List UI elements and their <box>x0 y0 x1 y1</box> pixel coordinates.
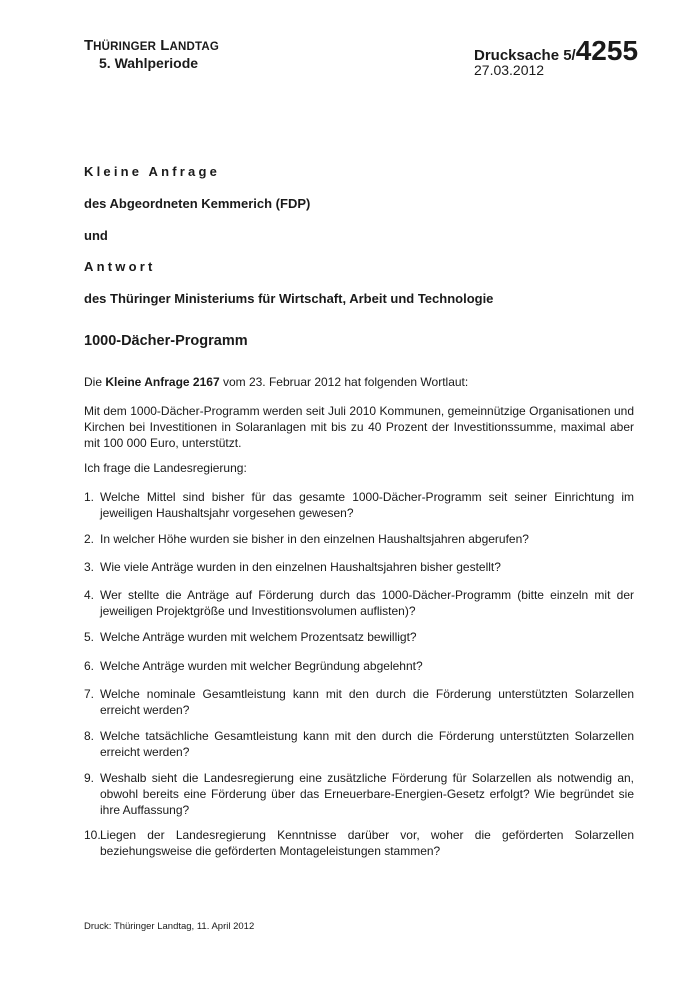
question-number: 9. <box>84 771 95 785</box>
question-item <box>84 658 634 674</box>
question-item <box>84 770 634 818</box>
question-item <box>84 489 634 521</box>
question-item <box>84 686 634 718</box>
question-text: Welche tatsächliche Gesamtleistung kann mit den durch die Förderung unterstützten Solarzellen erreicht werden? <box>100 729 634 759</box>
question-item <box>84 587 634 619</box>
landtag-letter-t: T <box>84 37 94 54</box>
question-item <box>84 559 634 575</box>
question-number: 10. <box>84 828 101 842</box>
intro-sentence <box>84 374 634 390</box>
question-number: 3. <box>84 560 95 574</box>
question-number: 5. <box>84 630 95 644</box>
question-text: Welche Anträge wurden mit welcher Begründung abgelehnt? <box>100 659 423 673</box>
intro-paragraph: Mit dem 1000-Dächer-Programm werden seit Juli 2010 Kommunen, gemeinnützige Organisationen und Kirchen bei Investitionen in Solaranlagen mit bis zu 40 Prozent der Investitionssumme, maximal aber mit 100 000 Euro, unterstützt. <box>84 404 634 450</box>
intro-post: vom 23. Februar 2012 hat folgenden Wortlaut: <box>219 375 469 389</box>
landtag-title <box>84 38 219 55</box>
abgeordneter-line: des Abgeordneten Kemmerich (FDP) <box>84 196 311 211</box>
question-text: Welche Anträge wurden mit welchem Prozentsatz bewilligt? <box>100 630 417 644</box>
landtag-letter-l: L <box>156 37 170 54</box>
question-item <box>84 531 634 547</box>
landtag-word-rest-2: ANDTAG <box>169 41 219 53</box>
question-text: Liegen der Landesregierung Kenntnisse darüber vor, woher die geförderten Solarzellen beziehungsweise die geförderten Montageleistungen stammen? <box>100 828 634 858</box>
question-text: Welche nominale Gesamtleistung kann mit den durch die Förderung unterstützten Solarzellen erreicht werden? <box>100 687 634 717</box>
question-number: 1. <box>84 490 95 504</box>
question-text: Welche Mittel sind bisher für das gesamte 1000-Dächer-Programm seit seiner Einrichtung im jeweiligen Haushaltsjahr vorgesehen gewesen? <box>100 490 634 520</box>
print-footer: Druck: Thüringer Landtag, 11. April 2012 <box>84 921 255 932</box>
ask-line: Ich frage die Landesregierung: <box>84 461 247 475</box>
kleine-anfrage-title: Kleine Anfrage <box>84 164 221 179</box>
question-number: 2. <box>84 532 95 546</box>
drucksache-value: 4255 <box>575 35 639 66</box>
question-text: Wer stellte die Anträge auf Förderung durch das 1000-Dächer-Programm (bitte einzeln mit der jeweiligen Projektgröße und Investitionsvolumen auflisten)? <box>100 588 634 618</box>
question-text: Weshalb sieht die Landesregierung eine zusätzliche Förderung für Solarzellen als notwendig an, obwohl bereits eine Förderung über das Erneuerbare-Energien-Gesetz erfolgt? Wie begründet sie ihre Auffassung? <box>100 771 634 817</box>
question-item <box>84 728 634 760</box>
antwort-title: Antwort <box>84 259 156 274</box>
wahlperiode: 5. Wahlperiode <box>99 55 199 71</box>
question-text: Wie viele Anträge wurden in den einzelnen Haushaltsjahren bisher gestellt? <box>100 560 501 574</box>
question-item <box>84 629 634 645</box>
question-item <box>84 827 634 859</box>
drucksache-date: 27.03.2012 <box>474 62 545 78</box>
question-number: 7. <box>84 687 95 701</box>
question-number: 6. <box>84 659 95 673</box>
intro-bold: Kleine Anfrage 2167 <box>105 375 220 389</box>
und-line: und <box>84 228 108 243</box>
intro-pre: Die <box>84 375 106 389</box>
landtag-word-rest-1: HÜRINGER <box>93 41 157 53</box>
question-number: 8. <box>84 729 95 743</box>
drucksache-label: Drucksache 5/ <box>474 47 576 64</box>
question-number: 4. <box>84 588 95 602</box>
subject-heading: 1000-Dächer-Programm <box>84 333 248 349</box>
ministerium-line: des Thüringer Ministeriums für Wirtschaft, Arbeit und Technologie <box>84 291 494 306</box>
question-text: In welcher Höhe wurden sie bisher in den einzelnen Haushaltsjahren abgerufen? <box>100 532 529 546</box>
